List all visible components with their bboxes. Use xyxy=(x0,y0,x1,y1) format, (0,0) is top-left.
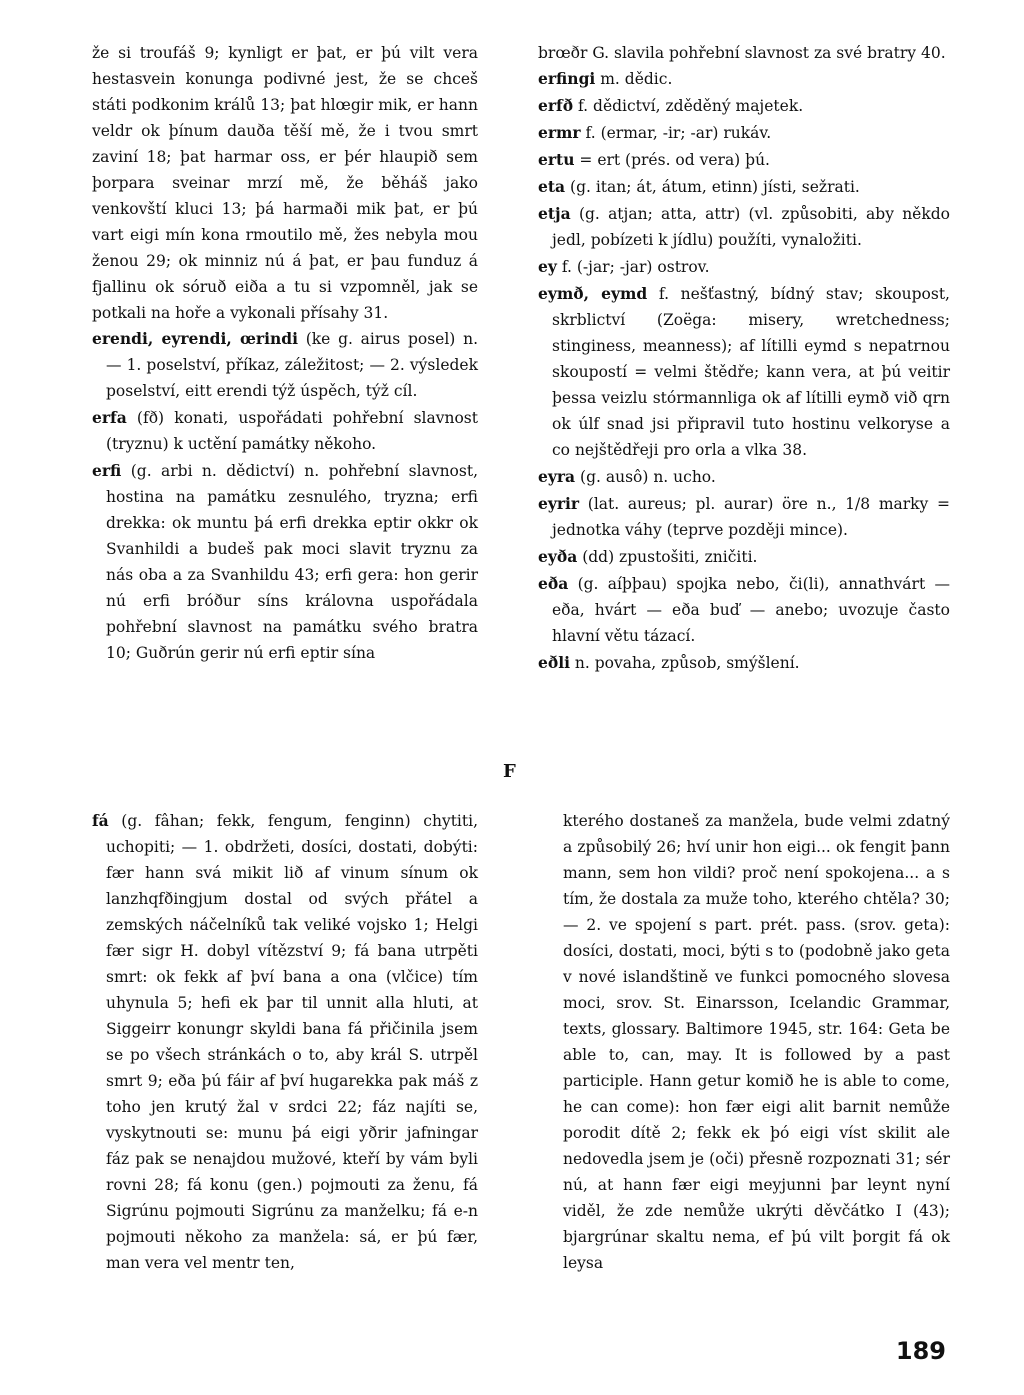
entry-ey xyxy=(538,254,950,280)
entry-ermr xyxy=(538,120,950,146)
headword: ey xyxy=(538,257,557,276)
headword: eyra xyxy=(538,467,576,486)
entry-etja xyxy=(538,201,950,253)
headword: erendi, eyrendi, œrindi xyxy=(92,329,298,348)
definition: (g. aíþþau) spojka nebo, či(li), annathvárt — eða, hvárt — eða buď — anebo; uvozuje často hlavní větu tázací. xyxy=(552,575,950,645)
column-top-right xyxy=(538,40,950,677)
definition: f. dědictví, zděděný majetek. xyxy=(577,97,804,115)
entry-eda xyxy=(538,571,950,649)
headword: eta xyxy=(538,177,566,196)
definition: f. (-jar; -jar) ostrov. xyxy=(561,258,710,276)
definition: (fð) konati, uspořádati pohřební slavnost (tryznu) k uctění památky někoho. xyxy=(106,409,478,453)
entry-eta xyxy=(538,174,950,200)
headword: erfð xyxy=(538,96,574,115)
headword: eða xyxy=(538,574,569,593)
continued-text: brœðr G. slavila pohřební slavnost za své bratry 40. xyxy=(538,44,946,62)
headword: erfi xyxy=(92,461,122,480)
entry-erfi xyxy=(92,458,478,666)
entry-ertu xyxy=(538,147,950,173)
definition: = ert (prés. od vera) þú. xyxy=(579,151,770,169)
section-letter: F xyxy=(503,761,516,782)
column-top-left xyxy=(92,40,478,667)
definition: (g. atjan; atta, attr) (vl. způsobiti, aby někdo jedl, pobízeti k jídlu) použíti, vynaložiti. xyxy=(552,205,950,249)
entry-erfingi xyxy=(538,66,950,92)
entry-erendi xyxy=(92,326,478,404)
page-number: 189 xyxy=(895,1337,946,1365)
headword: erfa xyxy=(92,408,127,427)
continued-text: že si troufáš 9; kynligt er þat, er þú vilt vera hestasvein konunga podivné jest, že se chceš státi podkonim králů 13; þat hlœgir mik, er hann veldr ok þínum dauða těší mě, že i tvou smrt zaviní 18; þat harmar oss, er þér hlaupið sem þorpara sveinar mrzí mě, že běháš jako venkovští kluci 13; þá harmaði mik þat, er þú vart eigi mín kona rmoutilo mě, žes nebyla mou ženou 29; ok minniz nú á þat, er þau funduz á fjallinu ok sóruð eiða a tu si vzpomněl, jak se potkali na hoře a vykonali přísahy 31. xyxy=(92,44,478,322)
definition: n. povaha, způsob, smýšlení. xyxy=(574,654,800,672)
entry-eyra xyxy=(538,464,950,490)
column-bottom-right xyxy=(563,808,950,1276)
continued-text: kterého dostaneš za manžela, bude velmi zdatný a způsobilý 26; hví unir hon eigi... ok fengit þann mann, sem hon vildi? proč není spokojena... a s tím, že dostala za muže toho, kterého chtěla? 30; — 2. ve spojení s part. prét. pass. (srov. geta): dosíci, dostati, moci, býti s to (podobně jako geta v nové islandštině ve funkci pomocného slovesa moci, srov. St. Einarsson, Icelandic Grammar, texts, glossary. Baltimore 1945, str. 164: Geta be able to, can, may. It is followed by a past participle. Hann getur komið he is able to come, he can come): hon fær eigi alit barnit nemůže porodit dítě 2; fekk ek þó eigi víst skilit ale nedovedla jsem je (oči) přesně rozpoznati 31; sér nú, at hann fær eigi meyjunni þar leynt nyní viděl, že zde nemůže ukrýti děvčátko I (43); bjargrúnar skaltu nema, ef þú vilt þorgit fá ok leysa xyxy=(563,812,950,1272)
definition: (lat. aureus; pl. aurar) öre n., 1/8 marky = jednotka váhy (teprve později mince). xyxy=(552,495,950,539)
entry-edli xyxy=(538,650,950,676)
headword: ertu xyxy=(538,150,575,169)
headword: eðli xyxy=(538,653,570,672)
definition: (g. arbi n. dědictví) n. pohřební slavnost, hostina na památku zesnulého, tryzna; erfi drekka: ok muntu þá erfi drekka eptir okkr ok Svanhildi a budeš pak moci slavit tryznu za nás oba a za Svanhildu 43; erfi gera: hon gerir nú erfi bróður síns královna uspořádala pohřební slavnost na památku svého bratra 10; Guðrún gerir nú erfi eptir sína xyxy=(106,462,478,662)
definition: (g. ausô) n. ucho. xyxy=(580,468,716,486)
headword: etja xyxy=(538,204,571,223)
headword: fá xyxy=(92,811,109,830)
entry-erfd xyxy=(538,93,950,119)
headword: eymð, eymd xyxy=(538,284,648,303)
definition: (g. itan; át, átum, etinn) jísti, sežrati. xyxy=(570,178,860,196)
headword: eyða xyxy=(538,547,578,566)
definition: f. (ermar, -ir; -ar) rukáv. xyxy=(585,124,772,142)
definition: f. nešťastný, bídný stav; skoupost, skrblictví (Zoëga: misery, wretchedness; stinginess, meanness); af lítilli eymd s nepatrnou skoupostí = velmi štědře; kann vera, at þú veitir þessa veizlu stórmannliga ok af lítilli eymð við qrn ok úlf snad jsi připravil tuto hostinu velkoryse a co nejštědřeji pro orla a vlka 38. xyxy=(552,285,950,459)
entry-eyrir xyxy=(538,491,950,543)
entry-erfa xyxy=(92,405,478,457)
entry-fa xyxy=(92,808,478,1276)
definition: (ke g. airus posel) n. — 1. poselství, příkaz, záležitost; — 2. výsledek poselství, eitt erendi týž úspěch, týž cíl. xyxy=(106,330,479,400)
headword: erfingi xyxy=(538,69,596,88)
definition: m. dědic. xyxy=(600,70,673,88)
column-bottom-left xyxy=(92,808,478,1277)
definition: (g. fâhan; fekk, fengum, fenginn) chytiti, uchopiti; — 1. obdržeti, dosíci, dostati, dobýti: fær hann svá mikit lið af vinum sínum ok lanzhqfðingjum dostal od svých přátel a zemských náčelníků tak veliké vojsko 1; Helgi fær sigr H. dobyl vítězství 9; fá bana utrpěti smrt: ok fekk af því bana a ona (vlčice) tím uhynula 5; hefi ek þar til unnit alla hluti, at Siggeirr konungr skyldi bana fá přičinila jsem se po všech stránkách o to, aby král S. utrpěl smrt 9; eða þú fáir af því hugarekka pak máš z toho jen krutý žal v srdci 22; fáz najíti se, vyskytnouti se: munu þá eigi yðrir jafningar fáz pak se nenajdou mužové, kteří by vám byli rovni 28; fá konu (gen.) pojmouti za ženu, fá Sigrúnu pojmouti Sigrúnu za manželku; fá e-n pojmouti někoho za manžela: sá, er þú fær, man vera vel mentr ten, xyxy=(106,812,478,1272)
definition: (dd) zpustošiti, zničiti. xyxy=(582,548,758,566)
entry-eyda xyxy=(538,544,950,570)
headword: ermr xyxy=(538,123,581,142)
headword: eyrir xyxy=(538,494,580,513)
entry-eymd xyxy=(538,281,950,463)
